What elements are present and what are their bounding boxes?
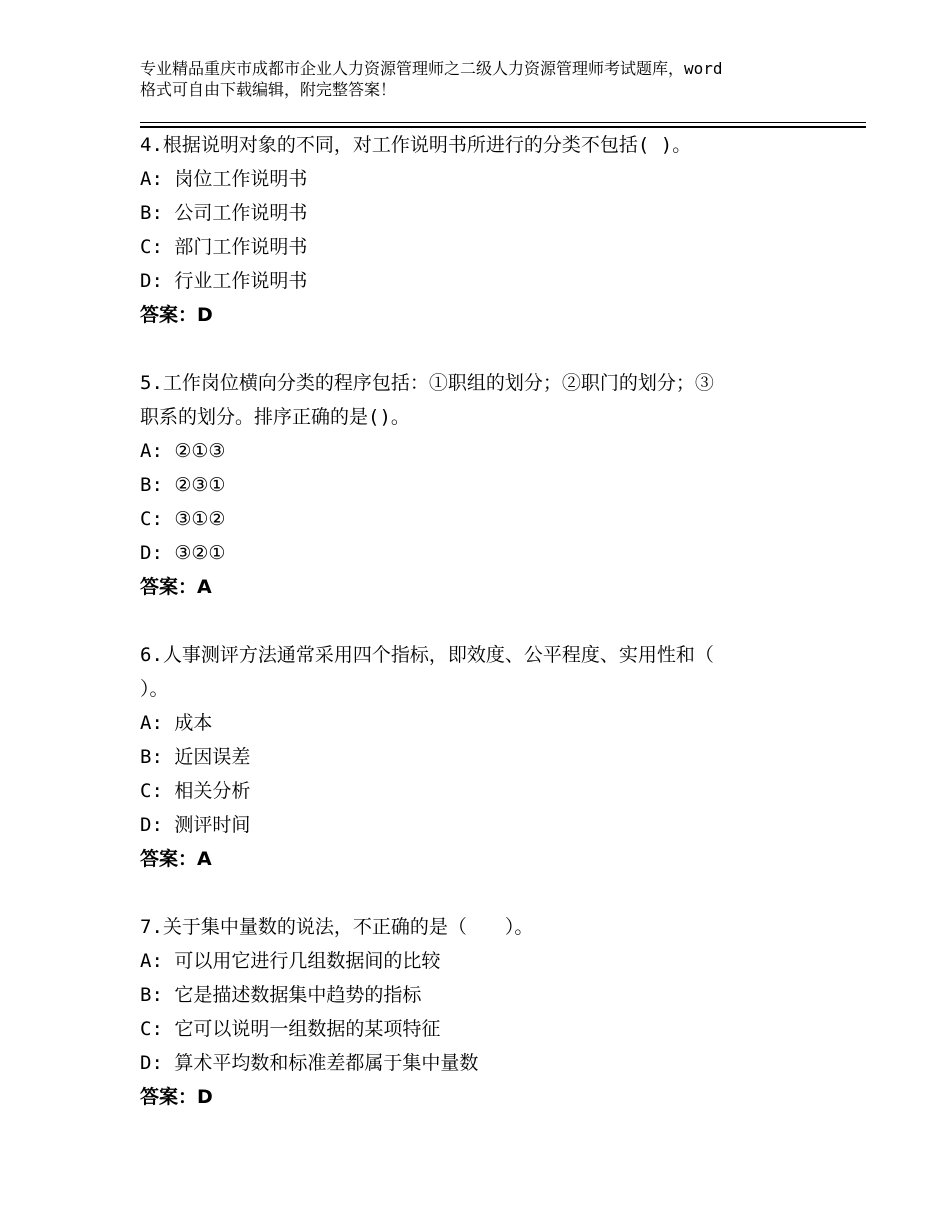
question-list — [140, 128, 820, 1148]
question-stem — [140, 910, 820, 944]
option-b: B: 它是描述数据集中趋势的指标 — [140, 984, 422, 1006]
question-stem-line: ）。 — [140, 678, 169, 700]
option-a: A: 岗位工作说明书 — [140, 168, 308, 190]
option-a: A: 可以用它进行几组数据间的比较 — [140, 950, 441, 972]
question-6 — [140, 638, 820, 876]
question-stem-line: 4.根据说明对象的不同，对工作说明书所进行的分类不包括( )。 — [140, 134, 692, 156]
option-d: D: 算术平均数和标准差都属于集中量数 — [140, 1052, 479, 1074]
option-c: C: 相关分析 — [140, 780, 251, 802]
question-7 — [140, 910, 820, 1114]
question-5 — [140, 366, 820, 604]
header-line-1: 专业精品重庆市成都市企业人力资源管理师之二级人力资源管理师考试题库，word — [140, 59, 723, 78]
option-d: D: 测评时间 — [140, 814, 251, 836]
document-header — [140, 58, 840, 100]
option-d: D: 行业工作说明书 — [140, 270, 308, 292]
option-b: B: 公司工作说明书 — [140, 202, 308, 224]
question-stem-line: 职系的划分。排序正确的是()。 — [140, 406, 410, 428]
question-stem-line: 5.工作岗位横向分类的程序包括：①职组的划分；②职门的划分；③ — [140, 372, 714, 394]
question-stem-line: 6.人事测评方法通常采用四个指标，即效度、公平程度、实用性和（ — [140, 644, 714, 666]
option-b: B: ②③① — [140, 474, 226, 496]
answer-line: 答案：A — [140, 576, 212, 598]
question-stem-line: 7.关于集中量数的说法，不正确的是（ ）。 — [140, 916, 534, 938]
option-c: C: 它可以说明一组数据的某项特征 — [140, 1018, 441, 1040]
question-stem — [140, 366, 820, 434]
question-4 — [140, 128, 820, 332]
option-a: A: 成本 — [140, 712, 213, 734]
answer-line: 答案：A — [140, 848, 212, 870]
option-d: D: ③②① — [140, 542, 226, 564]
question-stem — [140, 638, 820, 706]
answer-line: 答案：D — [140, 304, 213, 326]
header-divider-thin — [140, 122, 866, 123]
header-line-2: 格式可自由下载编辑，附完整答案！ — [140, 80, 397, 99]
answer-line: 答案：D — [140, 1086, 213, 1108]
option-a: A: ②①③ — [140, 440, 226, 462]
question-stem — [140, 128, 820, 162]
option-c: C: 部门工作说明书 — [140, 236, 308, 258]
option-b: B: 近因误差 — [140, 746, 251, 768]
option-c: C: ③①② — [140, 508, 226, 530]
